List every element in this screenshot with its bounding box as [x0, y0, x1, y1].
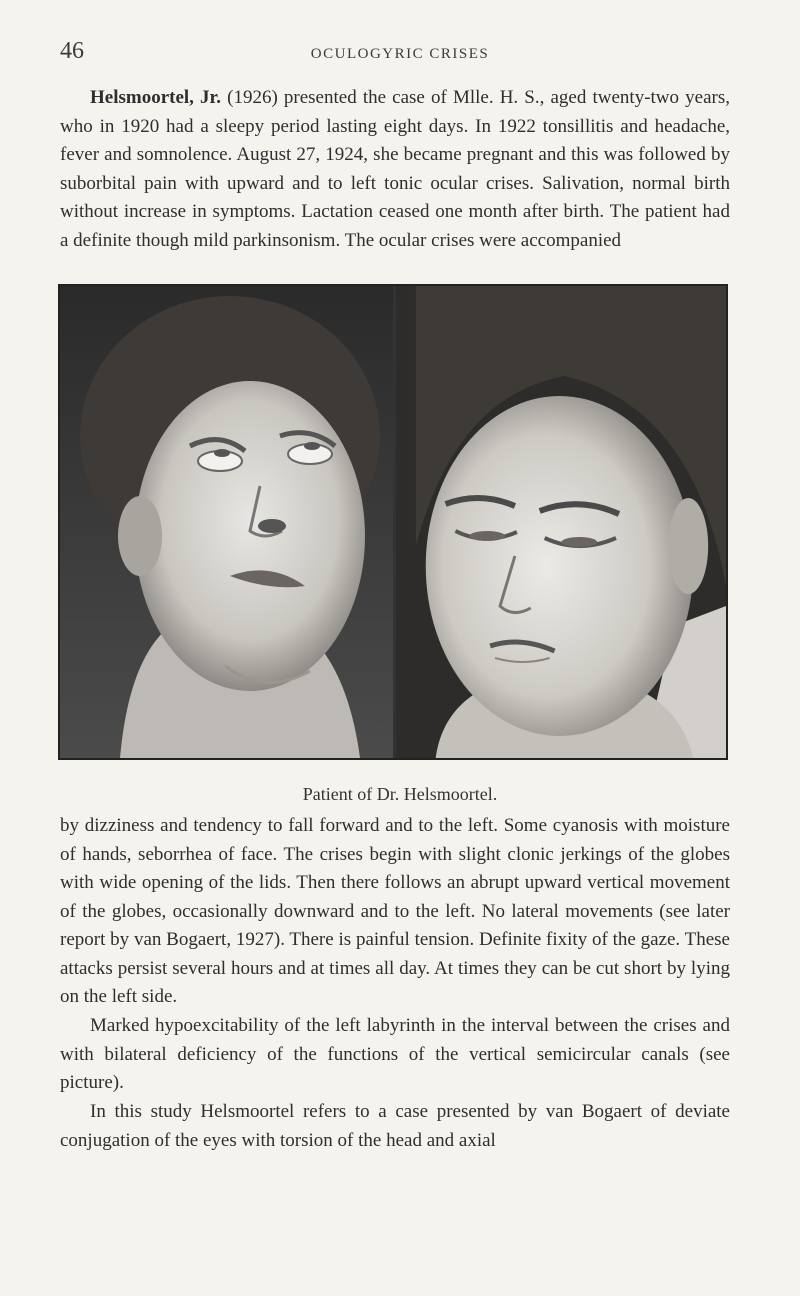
paragraph-3: Marked hypoexcitability of the left labyrinth in the interval between the crises and with bilateral deficiency of the functions of the vertical semicircular canals (see picture).: [60, 1015, 730, 1093]
paragraph-1-text: (1926) presented the case of Mlle. H. S., aged twenty-two years, who in 1920 had a sleepy period lasting eight days. In 1922 tonsillitis and headache, fever and somnolence. August 27, 1924, she became pregnant and this was followed by suborbital pain with upward and to left tonic ocular crises. Salivation, normal birth without increase in symptoms. Lactation ceased one month after birth. The patient had a definite though mild parkinsonism. The ocular crises were accompanied: [60, 87, 730, 251]
paragraph-2: by dizziness and tendency to fall forward and to the left. Some cyanosis with moisture of hands, seborrhea of face. The crises begin with slight clonic jerkings of the globes with wide opening of the lids. Then there follows an abrupt upward vertical movement of the globes, occasionally downward and to the left. No lateral movements (see later report by van Bogaert, 1927). There is painful tension. Definite fixity of the gaze. These attacks persist several hours and at times all day. At times they can be cut short by lying on the left side.: [60, 815, 730, 1007]
photo-downward-gaze: [393, 286, 726, 758]
author-name: Helsmoortel, Jr.: [90, 87, 221, 108]
photo-upward-gaze: [60, 286, 393, 758]
paragraph-4: In this study Helsmoortel refers to a case presented by van Bogaert of deviate conjugation of the eyes with torsion of the head and axial: [60, 1101, 730, 1151]
running-title: OCULOGYRIC CRISES: [310, 46, 490, 62]
page-number: 46: [60, 38, 84, 64]
figure-caption: Patient of Dr. Helsmoortel.: [302, 784, 498, 804]
paragraph-1: [60, 84, 730, 255]
patient-photographs: [58, 284, 728, 760]
page-header: [60, 38, 740, 68]
